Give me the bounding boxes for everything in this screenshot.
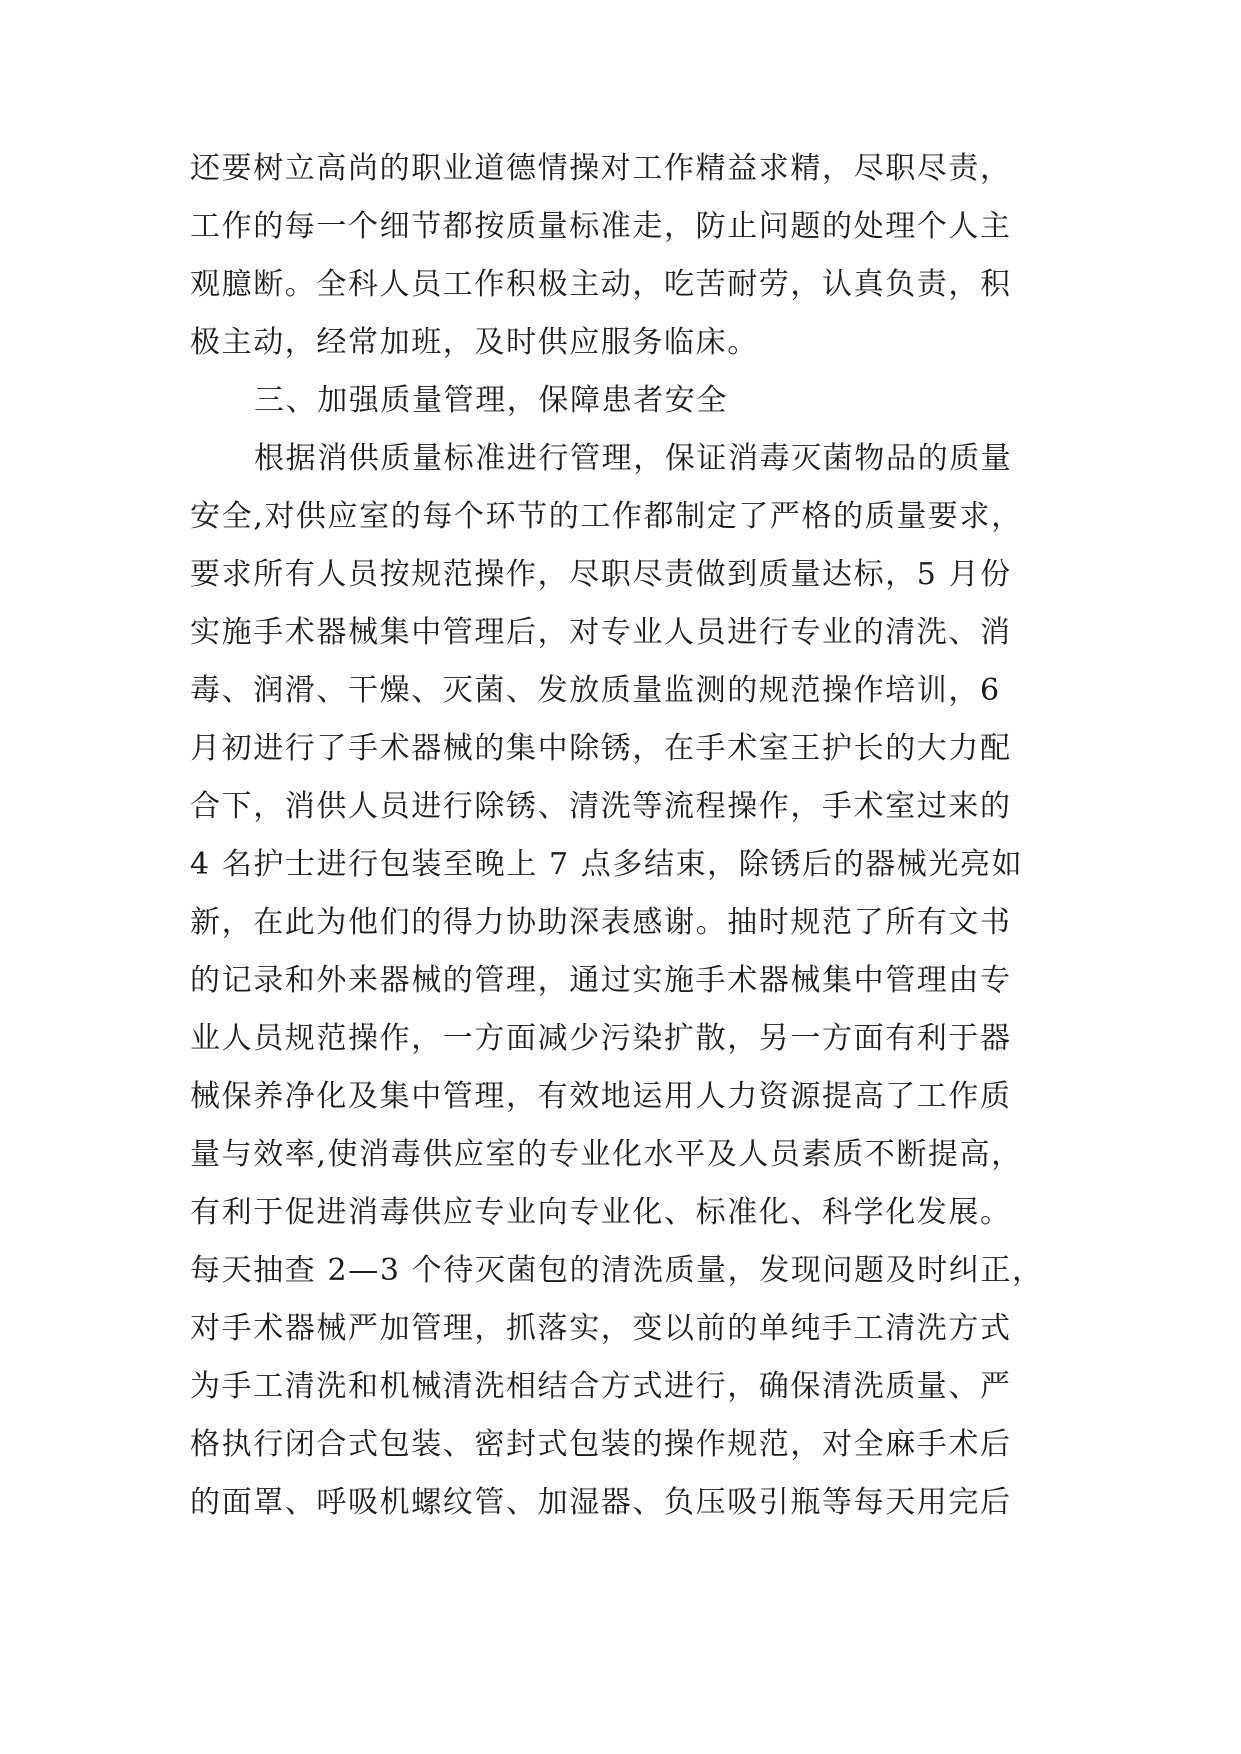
text-line: 还要树立高尚的职业道德情操对工作精益求精，尽职尽责， (190, 151, 1012, 186)
text-line: 根据消供质量标准进行管理，保证消毒灭菌物品的质量 (254, 441, 1013, 476)
text-line: 合下，消供人员进行除锈、清洗等流程操作，手术室过来的 (190, 789, 1012, 824)
text-line: 业人员规范操作，一方面减少污染扩散，另一方面有利于器 (190, 1021, 1012, 1056)
text-line: 实施手术器械集中管理后，对专业人员进行专业的清洗、消 (190, 615, 1012, 650)
text-line: 格执行闭合式包装、密封式包装的操作规范，对全麻手术后 (190, 1427, 1012, 1462)
text-line: 观臆断。全科人员工作积极主动，吃苦耐劳，认真负责，积 (190, 267, 1012, 302)
text-line: 新，在此为他们的得力协助深表感谢。抽时规范了所有文书 (190, 905, 1012, 940)
text-line: 有利于促进消毒供应专业向专业化、标准化、科学化发展。 (190, 1195, 1012, 1230)
text-line: 毒、润滑、干燥、灭菌、发放质量监测的规范操作培训，6 (190, 673, 1001, 708)
text-line: 要求所有人员按规范操作，尽职尽责做到质量达标，5 月份 (190, 557, 1012, 592)
section-heading: 三、加强质量管理，保障患者安全 (254, 383, 728, 418)
text-line: 的记录和外来器械的管理，通过实施手术器械集中管理由专 (190, 963, 1012, 998)
document-body (190, 140, 1070, 1532)
text-line: 安全,对供应室的每个环节的工作都制定了严格的质量要求， (190, 499, 1023, 534)
text-line: 4 名护士进行包装至晚上 7 点多结束，除锈后的器械光亮如 (190, 847, 1024, 882)
text-line: 月初进行了手术器械的集中除锈，在手术室王护长的大力配 (190, 731, 1012, 766)
text-line: 量与效率,使消毒供应室的专业化水平及人员素质不断提高， (190, 1137, 1023, 1172)
text-line: 对手术器械严加管理，抓落实，变以前的单纯手工清洗方式 (190, 1311, 1012, 1346)
text-line: 械保养净化及集中管理，有效地运用人力资源提高了工作质 (190, 1079, 1012, 1114)
text-line: 极主动，经常加班，及时供应服务临床。 (190, 325, 759, 360)
text-line: 的面罩、呼吸机螺纹管、加湿器、负压吸引瓶等每天用完后 (190, 1485, 1012, 1520)
text-line: 工作的每一个细节都按质量标准走，防止问题的处理个人主 (190, 209, 1012, 244)
text-line: 每天抽查 2—3 个待灭菌包的清洗质量，发现问题及时纠正， (190, 1253, 1044, 1288)
text-line: 为手工清洗和机械清洗相结合方式进行，确保清洗质量、严 (190, 1369, 1012, 1404)
